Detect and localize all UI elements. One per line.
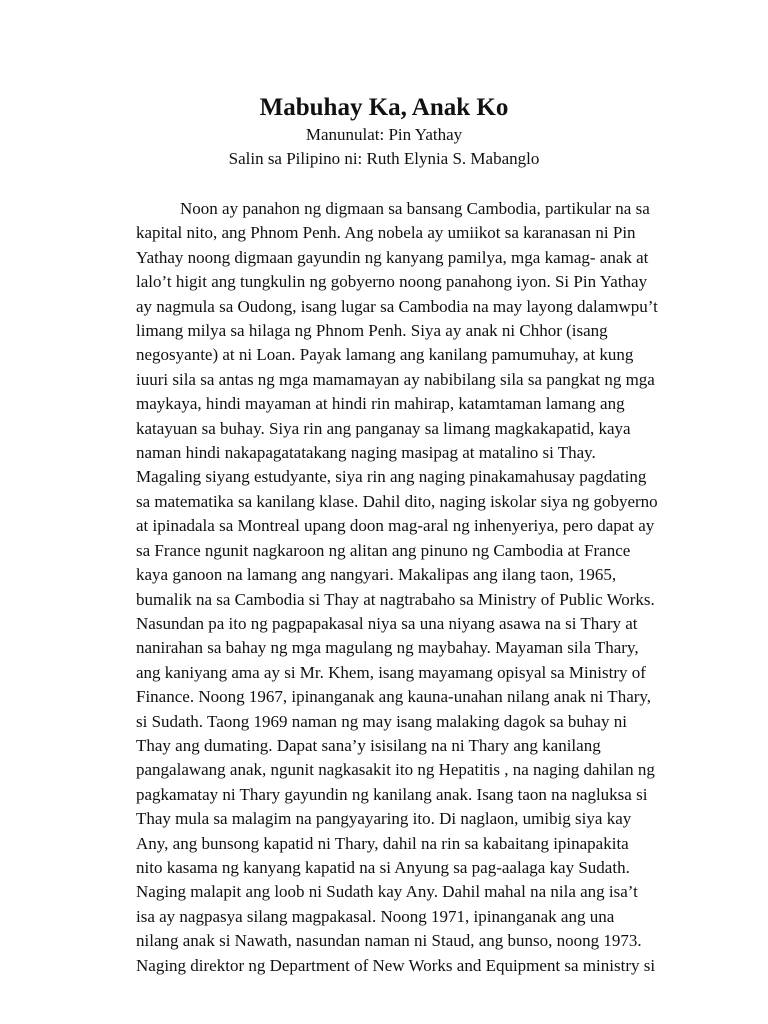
text-line: limang milya sa hilaga ng Phnom Penh. Siya ay anak ni Chhor (isang <box>136 321 608 341</box>
text-line: Finance. Noong 1967, ipinanganak ang kauna-unahan nilang anak ni Thary, <box>136 687 652 707</box>
text-line: isa ay nagpasya silang magpakasal. Noong 1971, ipinanganak ang una <box>136 906 615 926</box>
text-line: pangalawang anak, ngunit nagkasakit ito ng Hepatitis , na naging dahilan ng <box>136 760 655 780</box>
text-line: Thay ang dumating. Dapat sana’y isisilang na ni Thary ang kanilang <box>136 735 601 755</box>
text-line: nilang anak si Nawath, nasundan naman ni Staud, ang bunso, noong 1973. <box>136 931 642 951</box>
text-line: sa matematika sa kanilang klase. Dahil dito, naging iskolar siya ng gobyerno <box>136 491 658 511</box>
text-line: naman hindi nakapagatatakang naging masipag at matalino si Thay. <box>136 443 596 463</box>
text-line: bumalik na sa Cambodia si Thay at nagtrabaho sa Ministry of Public Works. <box>136 589 655 609</box>
document-title: Mabuhay Ka, Anak Ko <box>259 94 509 121</box>
text-line: Magaling siyang estudyante, siya rin ang naging pinakamahusay pagdating <box>136 467 647 487</box>
text-line: si Sudath. Taong 1969 naman ng may isang malaking dagok sa buhay ni <box>136 711 627 731</box>
text-line: nito kasama ng kanyang kapatid na si Anyung sa pag-aalaga kay Sudath. <box>136 857 630 877</box>
text-line: katayuan sa buhay. Siya rin ang panganay sa limang magkakapatid, kaya <box>136 418 631 438</box>
translator-line: Salin sa Pilipino ni: Ruth Elynia S. Mabanglo <box>228 149 540 168</box>
text-line: Thay mula sa malagim na pangyayaring ito. Di naglaon, umibig siya kay <box>136 809 632 829</box>
text-line: kapital nito, ang Phnom Penh. Ang nobela ay umiikot sa karanasan ni Pin <box>136 223 636 243</box>
text-line: Nasundan pa ito ng pagpapakasal niya sa una niyang asawa na si Thary at <box>136 613 638 633</box>
text-line: ang kaniyang ama ay si Mr. Khem, isang mayamang opisyal sa Ministry of <box>136 662 646 682</box>
text-line: kaya ganoon na lamang ang nangyari. Makalipas ang ilang taon, 1965, <box>136 565 617 585</box>
text-line: pagkamatay ni Thary gayundin ng kanilang anak. Isang taon na nagluksa si <box>136 784 648 804</box>
text-line: negosyante) at ni Loan. Payak lamang ang kanilang pamumuhay, at kung <box>136 345 634 365</box>
text-line: sa France ngunit nagkaroon ng alitan ang pinuno ng Cambodia at France <box>136 540 631 560</box>
text-line: Naging malapit ang loob ni Sudath kay Any. Dahil mahal na nila ang isa’t <box>136 882 638 902</box>
body-paragraph <box>136 197 696 978</box>
text-line: maykaya, hindi mayaman at hindi rin mahirap, katamtaman lamang ang <box>136 394 625 414</box>
text-line: iuuri sila sa antas ng mga mamamayan ay nabibilang sila sa pangkat ng mga <box>136 369 655 389</box>
text-line: Noon ay panahon ng digmaan sa bansang Cambodia, partikular na sa <box>180 199 650 218</box>
author-line: Manunulat: Pin Yathay <box>305 125 463 144</box>
text-line: ay nagmula sa Oudong, isang lugar sa Cambodia na may layong dalamwpu’t <box>136 296 658 316</box>
text-line: nanirahan sa bahay ng mga magulang ng maybahay. Mayaman sila Thary, <box>136 638 639 658</box>
text-line: Naging direktor ng Department of New Works and Equipment sa ministry si <box>136 955 656 975</box>
text-line: Any, ang bunsong kapatid ni Thary, dahil na rin sa kabaitang ipinapakita <box>136 833 629 853</box>
text-line: at ipinadala sa Montreal upang doon mag-aral ng inhenyeriya, pero dapat ay <box>136 516 655 536</box>
text-line: lalo’t higit ang tungkulin ng gobyerno noong panahong iyon. Si Pin Yathay <box>136 272 648 292</box>
text-line: Yathay noong digmaan gayundin ng kanyang pamilya, mga kamag- anak at <box>136 247 649 267</box>
document-header <box>0 93 768 171</box>
